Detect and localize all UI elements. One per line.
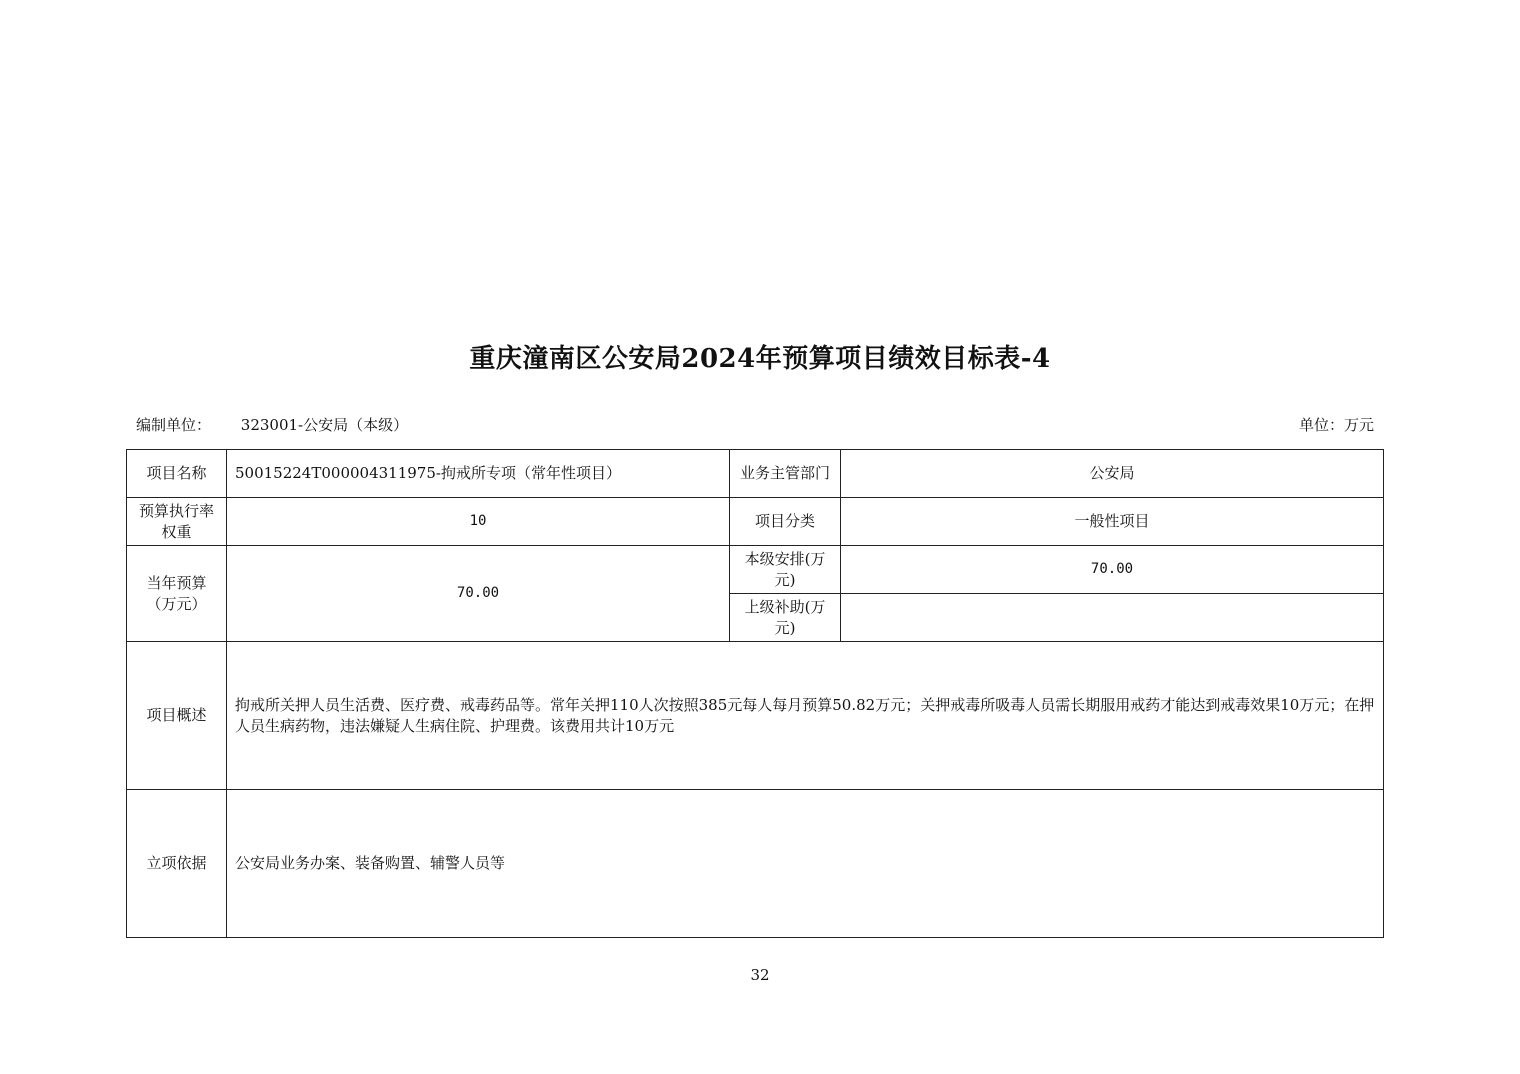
overview-label: 项目概述: [127, 642, 227, 790]
superior-subsidy-value: [841, 594, 1384, 642]
basis-value: 公安局业务办案、装备购置、辅警人员等: [227, 790, 1384, 938]
project-name-label: 项目名称: [127, 450, 227, 498]
compiling-unit-label: 编制单位：: [136, 416, 212, 434]
table-row: [127, 546, 1384, 594]
weight-value: 10: [227, 498, 730, 546]
local-arrangement-value: 70.00: [841, 546, 1384, 594]
document-title: 重庆潼南区公安局2024年预算项目绩效目标表-4: [469, 344, 1051, 374]
table-row: [127, 450, 1384, 498]
compiling-unit-value: 323001-公安局（本级）: [240, 416, 409, 434]
page-number: 32: [750, 966, 770, 984]
category-value: 一般性项目: [841, 498, 1384, 546]
dept-label: 业务主管部门: [730, 450, 841, 498]
table-row: [127, 498, 1384, 546]
performance-target-table: [126, 449, 1384, 938]
table-row: [127, 790, 1384, 938]
currency-unit: 单位：万元: [1298, 416, 1374, 434]
superior-subsidy-label: 上级补助(万元): [730, 594, 841, 642]
category-label: 项目分类: [730, 498, 841, 546]
budget-value: 70.00: [227, 546, 730, 642]
dept-value: 公安局: [841, 450, 1384, 498]
project-name-value: 50015224T000004311975-拘戒所专项（常年性项目）: [227, 450, 730, 498]
budget-label: 当年预算（万元）: [127, 546, 227, 642]
weight-label: 预算执行率权重: [127, 498, 227, 546]
compiling-unit: [136, 414, 408, 435]
local-arrangement-label: 本级安排(万元): [730, 546, 841, 594]
basis-label: 立项依据: [127, 790, 227, 938]
table-row: [127, 642, 1384, 790]
overview-value: 拘戒所关押人员生活费、医疗费、戒毒药品等。常年关押110人次按照385元每人每月预算50.82万元；关押戒毒所吸毒人员需长期服用戒药才能达到戒毒效果10万元；在押人员生病药物，违法嫌疑人生病住院、护理费。该费用共计10万元: [227, 642, 1384, 790]
